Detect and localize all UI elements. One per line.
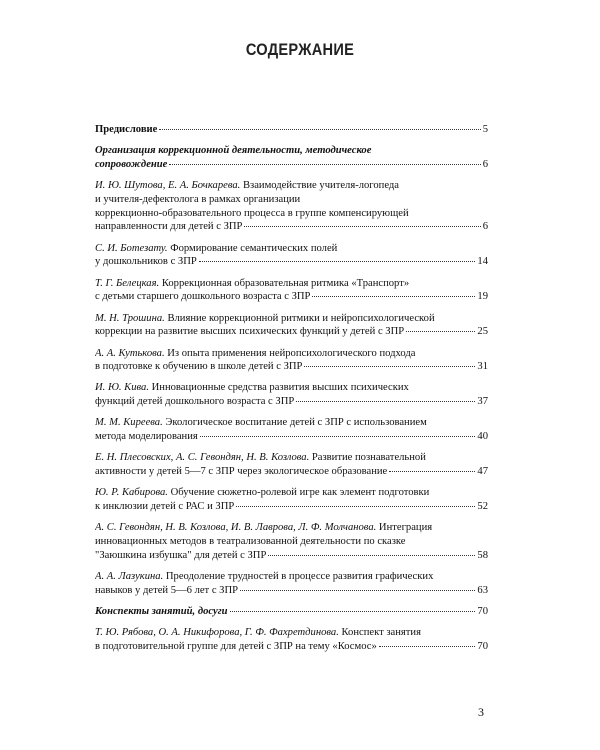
toc-entry[interactable] <box>95 486 488 513</box>
toc-entry-title: направленности для детей с ЗПР <box>95 221 243 233</box>
toc-entry-page: 31 <box>477 361 488 373</box>
toc-entry-text: инновационных методов в театрализованной деятельности по сказке <box>95 536 406 548</box>
toc-entry-title: в подготовке к обучению в школе детей с ЗПР <box>95 361 303 373</box>
toc-entry-text: Организация коррекционной деятельности, методическое <box>95 145 372 157</box>
toc-entry-last-line <box>95 500 488 514</box>
toc-entry[interactable] <box>95 451 488 478</box>
toc-entry-title: Предисловие <box>95 124 158 135</box>
toc-entry[interactable] <box>95 347 488 374</box>
dot-leader <box>199 261 476 262</box>
toc-entry-last-line <box>95 465 488 479</box>
toc-entry-author: Ю. Р. Кабирова. <box>95 487 168 499</box>
toc-entry-last-line <box>95 290 488 304</box>
dot-leader <box>159 129 480 130</box>
toc-entry-line <box>95 416 488 430</box>
table-of-contents <box>95 123 488 661</box>
toc-entry[interactable] <box>95 312 488 339</box>
toc-entry-line <box>95 521 488 535</box>
toc-entry-text: Развитие познавательной <box>309 452 426 464</box>
toc-entry-last-line <box>95 325 488 339</box>
toc-entry-title: в подготовительной группе для детей с ЗПР на тему «Космос» <box>95 640 377 652</box>
toc-entry-title: Конспекты занятий, досуги <box>95 605 228 617</box>
toc-entry-last-line <box>95 395 488 409</box>
toc-entry-author: М. М. Киреева. <box>95 417 163 429</box>
toc-entry-page: 14 <box>477 256 488 268</box>
toc-entry-line <box>95 242 488 256</box>
toc-entry-line <box>95 144 488 158</box>
toc-entry-author: И. Ю. Шутова, Е. А. Бочкарева. <box>95 180 241 192</box>
toc-entry-page: 52 <box>477 501 488 513</box>
toc-entry-text: Инновационные средства развития высших психических <box>148 382 409 394</box>
toc-entry-text: Из опыта применения нейропсихологического подхода <box>164 347 416 359</box>
toc-entry-last-line <box>95 360 488 374</box>
toc-entry-page: 6 <box>482 158 488 170</box>
toc-entry-title: функций детей дошкольного возраста с ЗПР <box>95 396 295 408</box>
toc-entry-last-line <box>95 255 488 269</box>
toc-entry-title: у дошкольников с ЗПР <box>95 256 197 268</box>
dot-leader <box>379 646 476 647</box>
toc-entry[interactable] <box>95 521 488 562</box>
toc-entry-title: с детьми старшего дошкольного возраста с ЗПР <box>95 291 311 303</box>
toc-entry-last-line <box>95 220 488 234</box>
toc-entry-title: метода моделирования <box>95 431 198 443</box>
toc-entry-line <box>95 381 488 395</box>
toc-entry-line <box>95 347 488 361</box>
toc-entry-last-line <box>95 123 488 137</box>
dot-leader <box>296 401 475 402</box>
dot-leader <box>268 555 475 556</box>
toc-entry[interactable] <box>95 179 488 233</box>
toc-entry[interactable] <box>95 570 488 597</box>
toc-entry-page: 47 <box>477 466 488 478</box>
toc-entry[interactable] <box>95 242 488 269</box>
toc-entry-author: С. И. Ботезату. <box>95 242 168 254</box>
toc-entry-text: Коррекционная образовательная ритмика «Транспорт» <box>159 277 410 289</box>
dot-leader <box>244 226 480 227</box>
toc-entry-title: активности у детей 5—7 с ЗПР через экологическое образование <box>95 466 388 478</box>
toc-entry[interactable] <box>95 605 488 619</box>
toc-entry-line <box>95 312 488 326</box>
page-title: СОДЕРЖАНИЕ <box>245 40 355 59</box>
toc-entry-author: Е. Н. Плесовских, А. С. Гевондян, Н. В. Козлова. <box>95 452 310 464</box>
toc-entry-title: к инклюзии детей с РАС и ЗПР <box>95 501 235 513</box>
toc-entry-text: коррекционно-образовательного процесса в группе компенсирующей <box>95 207 409 219</box>
toc-entry[interactable] <box>95 381 488 408</box>
toc-entry-author: М. Н. Трошина. <box>95 312 165 324</box>
dot-leader <box>236 506 475 507</box>
toc-entry-text: Обучение сюжетно-ролевой игре как элемент подготовки <box>167 487 430 499</box>
toc-entry-line <box>95 451 488 465</box>
toc-entry-line <box>95 277 488 291</box>
toc-entry-text: Влияние коррекционной ритмики и нейропсихологической <box>164 312 435 324</box>
toc-entry-line <box>95 179 488 193</box>
dot-leader <box>304 366 475 367</box>
toc-entry-text: Преодоление трудностей в процессе развития графических <box>163 571 434 582</box>
toc-entry[interactable] <box>95 626 488 653</box>
toc-entry-text: Экологическое воспитание детей с ЗПР с использованием <box>162 417 427 429</box>
toc-entry-last-line <box>95 605 488 619</box>
toc-entry-line <box>95 486 488 500</box>
toc-entry-text: Формирование семантических полей <box>167 242 338 254</box>
toc-entry-text: Взаимодействие учителя-логопеда <box>240 180 400 192</box>
toc-entry[interactable] <box>95 144 488 171</box>
toc-entry-last-line <box>95 430 488 444</box>
dot-leader <box>312 296 475 297</box>
toc-entry-author: А. А. Лазукина. <box>95 571 164 582</box>
toc-entry-page: 37 <box>477 396 488 408</box>
toc-entry-title: коррекции на развитие высших психических функций у детей с ЗПР <box>95 326 405 338</box>
toc-entry-line <box>95 193 488 207</box>
toc-entry-page: 70 <box>477 605 488 617</box>
toc-entry-last-line <box>95 549 488 563</box>
toc-entry-page: 70 <box>477 640 488 652</box>
toc-entry-page: 25 <box>477 326 488 338</box>
toc-entry-last-line <box>95 640 488 654</box>
toc-entry-line <box>95 535 488 549</box>
toc-entry-title: сопровождение <box>95 158 168 170</box>
toc-entry-last-line <box>95 584 488 598</box>
toc-entry-author: И. Ю. Кива. <box>95 382 149 394</box>
dot-leader <box>389 471 475 472</box>
toc-entry-page: 40 <box>477 431 488 443</box>
toc-entry-line <box>95 570 488 584</box>
toc-entry-author: А. С. Гевондян, Н. В. Козлова, И. В. Лаврова, Л. Ф. Молчанова. <box>95 522 377 534</box>
toc-entry-text: Конспект занятия <box>338 627 421 639</box>
toc-entry-page: 6 <box>482 221 488 233</box>
toc-entry-page: 5 <box>482 124 488 135</box>
dot-leader <box>240 590 475 591</box>
toc-entry-page: 63 <box>477 584 488 596</box>
toc-entry-text: и учителя-дефектолога в рамках организации <box>95 193 301 205</box>
toc-entry-title: навыков у детей 5—6 лет с ЗПР <box>95 584 239 596</box>
toc-entry-author: Т. Г. Белецкая. <box>95 277 160 289</box>
dot-leader <box>200 436 476 437</box>
toc-entry-author: Т. Ю. Рябова, О. А. Никифорова, Г. Ф. Фахретдинова. <box>95 627 339 639</box>
toc-entry-text: Интеграция <box>376 522 433 534</box>
page-number: 3 <box>478 705 484 719</box>
toc-entry-author: А. А. Кутькова. <box>95 347 165 359</box>
dot-leader <box>169 164 480 165</box>
toc-entry-line <box>95 626 488 640</box>
dot-leader <box>230 611 476 612</box>
toc-entry[interactable] <box>95 277 488 304</box>
toc-entry[interactable] <box>95 123 488 137</box>
toc-entry-page: 19 <box>477 291 488 303</box>
toc-entry-line <box>95 207 488 221</box>
toc-entry[interactable] <box>95 416 488 443</box>
toc-entry-page: 58 <box>477 549 488 561</box>
toc-entry-title: "Заюшкина избушка" для детей с ЗПР <box>95 549 267 561</box>
dot-leader <box>406 331 475 332</box>
toc-entry-last-line <box>95 158 488 172</box>
